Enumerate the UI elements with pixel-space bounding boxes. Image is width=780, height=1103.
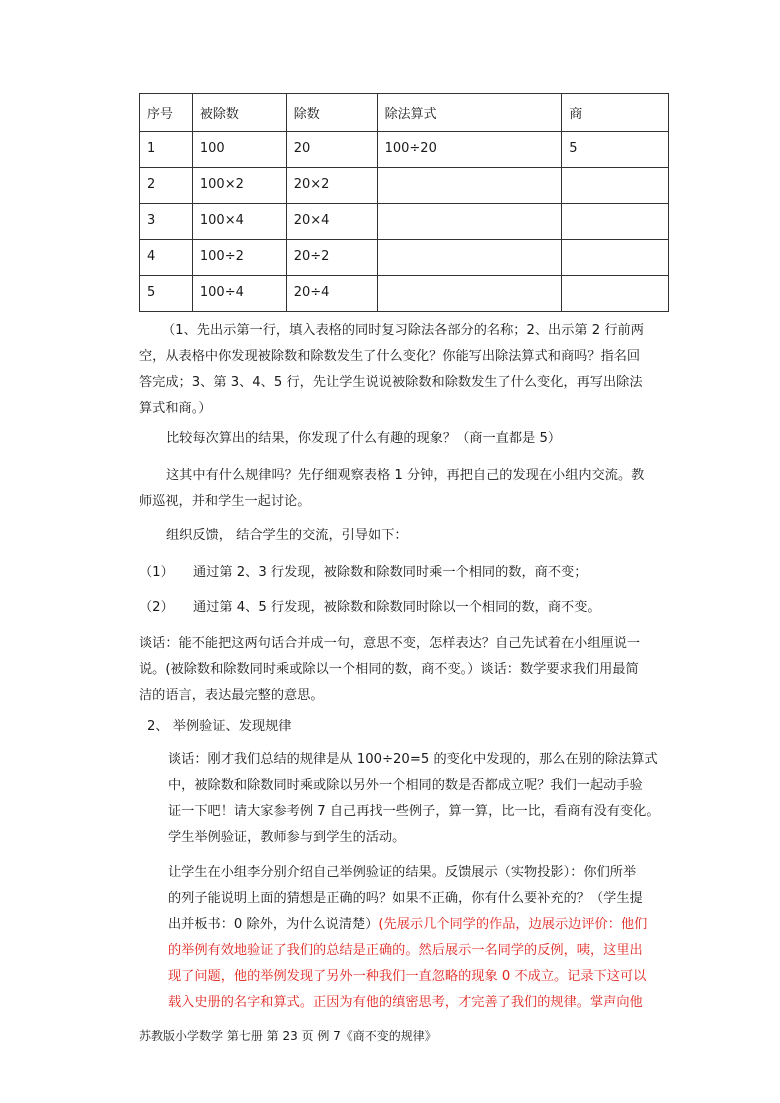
table-row	[140, 240, 669, 276]
header-cell: 被除数	[192, 94, 286, 132]
paragraph-line: 比较每次算出的结果，你发现了什么有趣的现象？（商一直都是 5）	[166, 431, 562, 446]
table-row	[140, 168, 669, 204]
paragraph-line: 这其中有什么规律吗？先仔细观察表格 1 分钟，再把自己的发现在小组内交流。教	[166, 468, 645, 483]
paragraph-line: （1、先出示第一行，填入表格的同时复习除法各部分的名称；2、出示第 2 行前两	[162, 323, 644, 338]
list-item-text: 通过第 4、5 行发现，被除数和除数同时除以一个相同的数，商不变。	[193, 600, 601, 615]
table-cell: 20×4	[286, 204, 377, 240]
table-cell: 4	[140, 240, 193, 276]
table-cell	[562, 276, 669, 312]
paragraph-line: 证一下吧！请大家参考例 7 自己再找一些例子，算一算，比一比，看商有没有变化。	[168, 804, 660, 819]
table-cell: 100÷4	[192, 276, 286, 312]
highlighted-line: 的举例有效地验证了我们的总结是正确的。然后展示一名同学的反例，咦，这里出	[168, 943, 643, 958]
paragraph-line: 算式和商。）	[139, 401, 212, 416]
table-header-row	[140, 94, 669, 132]
list-item-text: 通过第 2、3 行发现，被除数和除数同时乘一个相同的数，商不变；	[193, 565, 588, 580]
list-item-number: （2）	[139, 600, 174, 615]
header-cell: 序号	[140, 94, 193, 132]
header-cell: 商	[562, 94, 669, 132]
paragraph-line: 谈话：刚才我们总结的规律是从 100÷20=5 的变化中发现的，那么在别的除法算式	[168, 752, 658, 767]
table-cell: 5	[140, 276, 193, 312]
paragraph-line: 中，被除数和除数同时乘或除以另外一个相同的数是否都成立呢？我们一起动手验	[168, 778, 643, 793]
section-heading: 2、 举例验证、发现规律	[147, 719, 292, 734]
table-cell: 20×2	[286, 168, 377, 204]
table-cell: 100×4	[192, 204, 286, 240]
table-cell	[562, 204, 669, 240]
table-cell	[377, 168, 562, 204]
paragraph-line: 谈话：能不能把这两句话合并成一句，意思不变，怎样表达？自己先试着在小组厘说一	[139, 636, 641, 651]
table-cell	[562, 168, 669, 204]
table-cell: 100	[192, 132, 286, 168]
table-row	[140, 276, 669, 312]
table-cell: 100÷20	[377, 132, 562, 168]
paragraph-line: 的列子能说明上面的猜想是正确的吗？如果不正确，你有什么要补充的？（学生提	[168, 891, 643, 906]
table-cell	[377, 240, 562, 276]
list-item-number: （1）	[139, 565, 174, 580]
paragraph-line: 组织反馈， 结合学生的交流，引导如下：	[166, 528, 408, 543]
table-cell: 1	[140, 132, 193, 168]
paragraph-text: 出并板书：0 除外，为什么说清楚）	[168, 917, 379, 932]
highlighted-line: 载入史册的名字和算式。正因为有他的缜密思考，才完善了我们的规律。掌声向他	[168, 995, 643, 1010]
header-cell: 除法算式	[377, 94, 562, 132]
paragraph-line: 让学生在小组李分别介绍自己举例验证的结果。反馈展示（实物投影）：你们所举	[168, 865, 637, 880]
table-row	[140, 204, 669, 240]
paragraph-line: 洁的语言，表达最完整的意思。	[139, 688, 324, 703]
highlighted-text: (先展示几个同学的作品，边展示边评价：他们	[378, 917, 648, 932]
table-row	[140, 132, 669, 168]
highlighted-line: 现了问题，他的举例发现了另外一种我们一直忽略的现象 0 不成立。记录下这可以	[168, 969, 647, 984]
table-cell: 3	[140, 204, 193, 240]
header-cell: 除数	[286, 94, 377, 132]
table-cell	[377, 204, 562, 240]
paragraph-line: 空，从表格中你发现被除数和除数发生了什么变化？你能写出除法算式和商吗？指名回	[139, 349, 641, 364]
paragraph-line: 说。(被除数和除数同时乘或除以一个相同的数，商不变。）谈话：数学要求我们用最简	[139, 662, 639, 677]
table-cell: 100×2	[192, 168, 286, 204]
table-cell: 20	[286, 132, 377, 168]
table-cell: 20÷4	[286, 276, 377, 312]
paragraph-line: 答完成；3、第 3、4、5 行，先让学生说说被除数和除数发生了什么变化，再写出除法	[139, 375, 643, 390]
page-footer: 苏教版小学数学 第七册 第 23 页 例 7《商不变的规律》	[139, 1029, 437, 1043]
table-cell: 20÷2	[286, 240, 377, 276]
table-cell: 100÷2	[192, 240, 286, 276]
table-cell: 5	[562, 132, 669, 168]
table-cell	[562, 240, 669, 276]
paragraph-line: 学生举例验证，教师参与到学生的活动。	[168, 830, 406, 845]
table-cell	[377, 276, 562, 312]
table-cell: 2	[140, 168, 193, 204]
paragraph-line	[168, 912, 647, 938]
paragraph-line: 师巡视，并和学生一起讨论。	[139, 494, 311, 509]
division-table	[139, 93, 669, 312]
